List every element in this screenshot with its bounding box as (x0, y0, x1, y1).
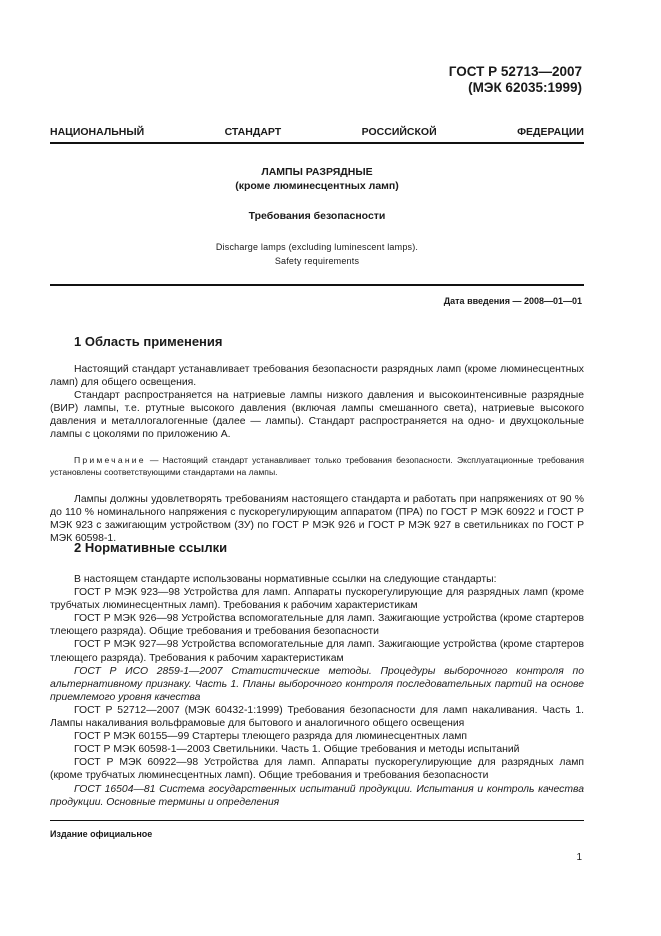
note-label: Примечание (74, 454, 146, 465)
title-line-1: ЛАМПЫ РАЗРЯДНЫЕ (261, 166, 373, 178)
reference-item: ГОСТ Р МЭК 927—98 Устройства вспомогательные для ламп. Зажигающие устройства (кроме стартеров тлеющего разряда). Требования к рабочим характеристикам (50, 639, 584, 664)
paragraph: Настоящий стандарт устанавливает требования безопасности разрядных ламп (кроме люминесцентных ламп) для общего освещения. (50, 364, 584, 389)
section-normative-references (50, 540, 584, 809)
section-heading: 2 Нормативные ссылки (74, 540, 228, 555)
introduction-date: Дата введения — 2008—01—01 (443, 296, 582, 306)
standard-designation (449, 64, 582, 96)
reference-item: ГОСТ Р ИСО 2859-1—2007 Статистические методы. Процедуры выборочного контроля по альтернативному признаку. Часть 1. Планы выборочного контроля последовательных партий на основе приемлемого уровня качества (50, 665, 584, 703)
banner-word: РОССИЙСКОЙ (361, 126, 437, 138)
header-divider (50, 142, 584, 144)
reference-item: ГОСТ Р МЭК 60155—99 Стартеры тлеющего разряда для люминесцентных ламп (74, 731, 468, 743)
reference-item: ГОСТ Р МЭК 926—98 Устройства вспомогательные для ламп. Зажигающие устройства (кроме стартеров тлеющего разряда). Общие требования и требования безопасности (50, 613, 584, 638)
english-title (50, 240, 584, 268)
english-title-line-2: Safety requirements (274, 256, 360, 266)
standard-code: ГОСТ Р 52713—2007 (448, 64, 582, 79)
banner-word: ФЕДЕРАЦИИ (517, 126, 584, 138)
section-heading: 1 Область применения (74, 334, 223, 349)
banner-word: СТАНДАРТ (224, 126, 282, 138)
national-standard-banner (50, 126, 584, 138)
reference-item: ГОСТ 16504—81 Система государственных испытаний продукции. Испытания и контроль качества продукции. Основные термины и определения (50, 783, 584, 808)
title-divider (50, 284, 584, 286)
paragraph: В настоящем стандарте использованы нормативные ссылки на следующие стандарты: (74, 574, 497, 585)
paragraph: Лампы должны удовлетворять требованиям настоящего стандарта и работать при напряжениях от 90 % до 110 % номинального напряжения с пускорегулирующим аппаратом (ПРА) по ГОСТ Р МЭК 60922 и ГОСТ Р МЭК 923 с зажигающим устройством (ЗУ) по ГОСТ Р МЭК 926 и ГОСТ Р МЭК 927 в светильниках по ГОСТ Р МЭК 60598-1. (50, 493, 584, 544)
english-title-line-1: Discharge lamps (excluding luminescent lamps). (215, 242, 419, 252)
banner-word: НАЦИОНАЛЬНЫЙ (50, 126, 145, 138)
note-text: — Настоящий стандарт устанавливает только требования безопасности. Эксплуатационные требования установлены соответствующими стандартами на лампы. (50, 454, 584, 478)
iec-code: (МЭК 62035:1999) (468, 80, 582, 95)
paragraph: Стандарт распространяется на натриевые лампы низкого давления и высокоинтенсивные разрядные (ВИР) лампы, т.е. ртутные высокого давления (включая лампы смешанного света), натриевые высокого давления и металлогалогенные (далее — лампы). Стандарт распространяется на одно- и двухцокольные лампы с цоколями по приложению А. (50, 390, 584, 441)
document-subtitle: Требования безопасности (248, 210, 386, 222)
title-line-2: (кроме люминесцентных ламп) (235, 179, 399, 192)
document-title (50, 166, 584, 193)
reference-item: ГОСТ Р МЭК 60598-1—2003 Светильники. Часть 1. Общие требования и методы испытаний (74, 744, 520, 756)
reference-item: ГОСТ Р МЭК 923—98 Устройства для ламп. Аппараты пускорегулирующие для разрядных ламп (кроме трубчатых люминесцентных ламп). Требования к рабочим характеристикам (50, 587, 584, 612)
reference-item: ГОСТ Р 52712—2007 (МЭК 60432-1:1999) Требования безопасности для ламп накаливания. Часть 1. Лампы накаливания вольфрамовые для бытового и аналогичного общего освещения (50, 704, 584, 730)
footer-divider (50, 820, 584, 821)
page-number: 1 (576, 852, 582, 863)
note (50, 454, 584, 479)
edition-label: Издание официальное (50, 829, 153, 839)
reference-item: ГОСТ Р МЭК 60922—98 Устройства для ламп. Аппараты пускорегулирующие для разрядных ламп (кроме трубчатых люминесцентных ламп). Общие требования и требования безопасности (50, 757, 584, 782)
section-scope (50, 334, 584, 545)
